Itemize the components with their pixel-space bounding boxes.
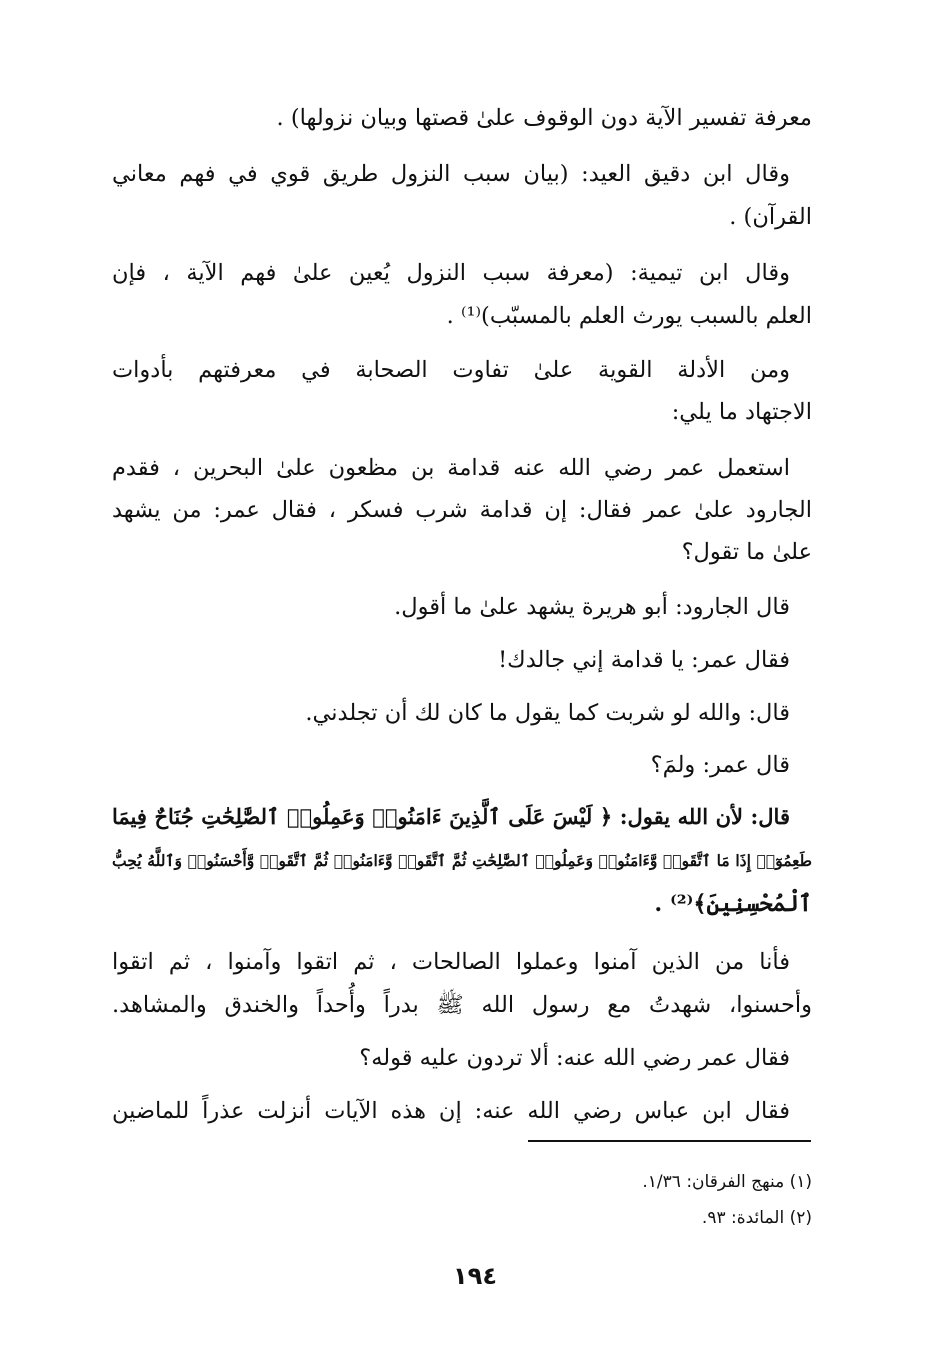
text-line: قال الجارود: أبو هريرة يشهد علىٰ ما أقول.	[394, 594, 790, 620]
text-line: الاجتهاد ما يلي:	[671, 399, 812, 425]
text-line: وقال ابن دقيق العيد: (بيان سبب النزول طريق قوي في فهم معاني	[112, 161, 790, 187]
footnote-1: (١) منهج الفرقان: ١/٣٦.	[642, 1172, 812, 1192]
footnote-separator	[528, 1140, 811, 1142]
text-line: ومن الأدلة القوية علىٰ تفاوت الصحابة في معرفتهم بأدوات	[112, 357, 790, 383]
text-line: قال عمر: ولمَ؟	[650, 752, 790, 778]
text-line: فأنا من الذين آمنوا وعملوا الصالحات ، ثم اتقوا وآمنوا ، ثم اتقوا	[112, 949, 790, 975]
quran-verse-line: طَعِمُوٓا۟ إِذَا مَا ٱتَّقَوا۟ وَّءَامَنُوا۟ وَعَمِلُوا۟ ٱلصَّٰلِحَٰتِ ثُمَّ ٱتَّقَوا۟ وَّءَامَنُوا۟ ثُمَّ ٱتَّقَوا۟ وَّأَحْسَنُوا۟ وَٱللَّهُ يُحِبُّ	[112, 851, 812, 870]
footnote-2: (٢) المائدة: ٩٣.	[701, 1208, 812, 1228]
quran-verse-line: قال: لأن الله يقول: ﴿ لَيْسَ عَلَى ٱلَّذِينَ ءَامَنُوا۟ وَعَمِلُوا۟ ٱلصَّٰلِحَٰتِ جُنَاحٌ فِيمَا	[112, 804, 790, 829]
text-line: استعمل عمر رضي الله عنه قدامة بن مظعون علىٰ البحرين ، فقدم	[112, 455, 790, 481]
text-line: العلم بالسبب يورث العلم بالمسبّب)⁽¹⁾ .	[446, 303, 812, 329]
text-line: قال: والله لو شربت كما يقول ما كان لك أن تجلدني.	[305, 700, 790, 726]
quran-verse-line: ٱلْمُحْسِنِينَ﴾⁽²⁾ .	[654, 891, 812, 917]
page-number: ١٩٤	[453, 1262, 497, 1290]
text-line: الجارود علىٰ عمر فقال: إن قدامة شرب فسكر ، فقال عمر: من يشهد	[112, 497, 812, 523]
text-line: فقال ابن عباس رضي الله عنه: إن هذه الآيات أنزلت عذراً للماضين	[112, 1098, 790, 1124]
text-line: القرآن) .	[729, 204, 812, 230]
text-line: علىٰ ما تقول؟	[681, 539, 812, 565]
text-line: معرفة تفسير الآية دون الوقوف علىٰ قصتها وبيان نزولها) .	[276, 105, 812, 131]
text-line: وأحسنوا، شهدتُ مع رسول الله ﷺ بدراً وأُحداً والخندق والمشاهد.	[112, 992, 812, 1018]
text-line: وقال ابن تيمية: (معرفة سبب النزول يُعين علىٰ فهم الآية ، فإن	[112, 260, 790, 286]
text-line: فقال عمر: يا قدامة إني جالدك!	[498, 647, 790, 673]
text-line: فقال عمر رضي الله عنه: ألا تردون عليه قوله؟	[359, 1045, 790, 1071]
